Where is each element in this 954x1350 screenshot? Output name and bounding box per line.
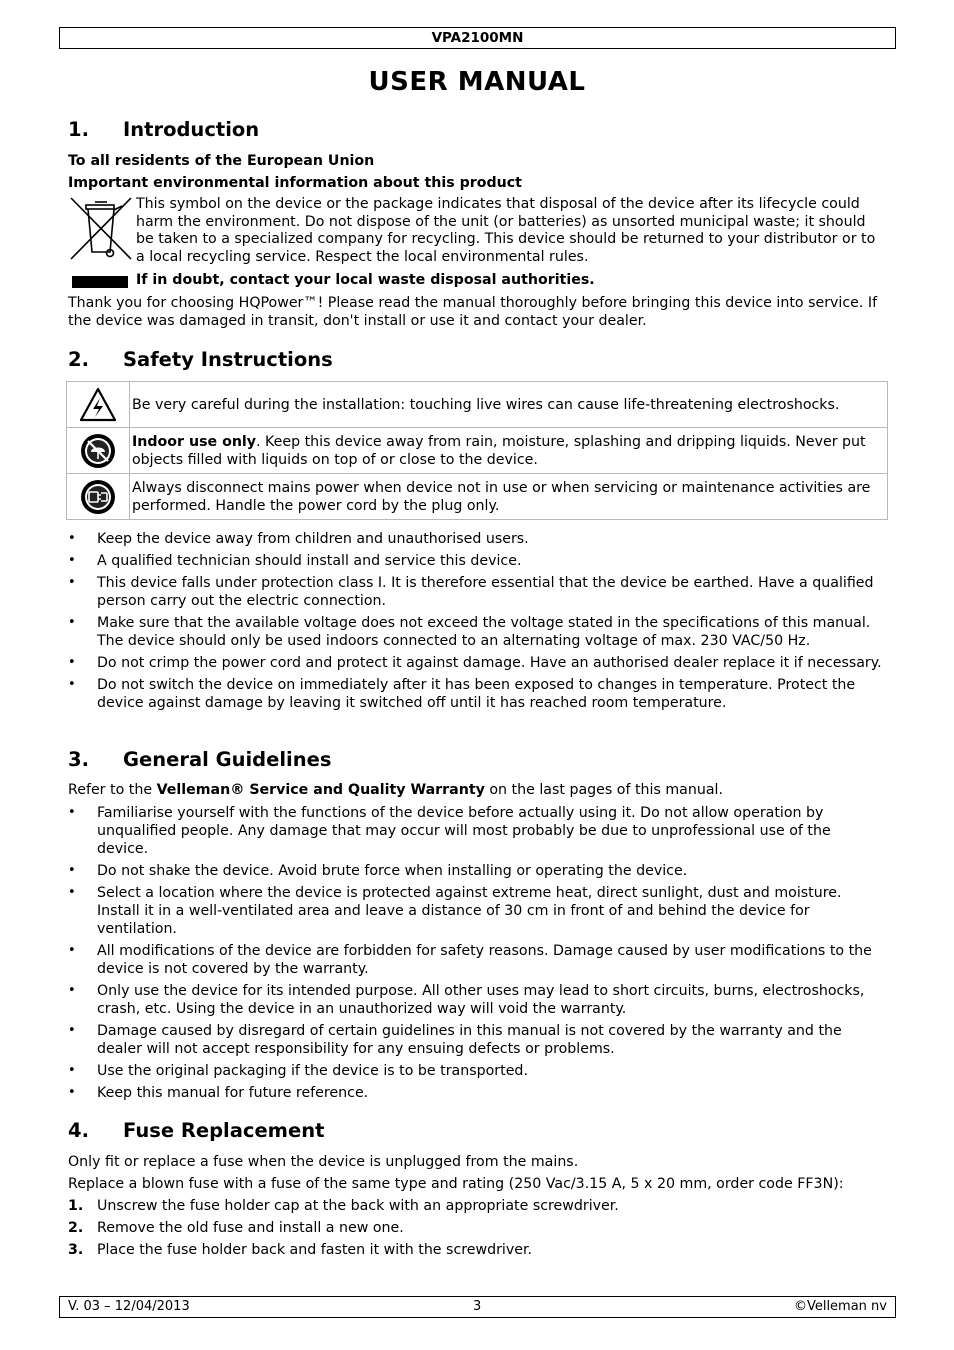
environmental-info-heading: Important environmental information about this product bbox=[68, 175, 522, 191]
guidelines-bullet-list bbox=[68, 804, 886, 1106]
waste-authorities-note: If in doubt, contact your local waste disposal authorities. bbox=[136, 272, 595, 288]
safety-icon-cell bbox=[67, 428, 130, 474]
safety-row bbox=[67, 428, 888, 474]
model-number: VPA2100MN bbox=[431, 30, 524, 46]
section-heading-introduction: 1. Introduction bbox=[68, 118, 260, 141]
list-item: • Use the original packaging if the device is to be transported. bbox=[68, 1062, 886, 1080]
list-item: • Only use the device for its intended purpose. All other uses may lead to short circuits, burns, electroshocks, crash, etc. Using the device in an unauthorized way will void the warranty. bbox=[68, 982, 886, 1018]
safety-icon-cell bbox=[67, 382, 130, 428]
list-item: • Select a location where the device is protected against extreme heat, direct sunlight, dust and moisture. Install it in a well-ventilated area and leave a distance of 30 cm in front of and behind the device for ventilation. bbox=[68, 884, 886, 938]
eu-residents-heading: To all residents of the European Union bbox=[68, 153, 375, 169]
page-number: 3 bbox=[473, 1299, 482, 1314]
page-header bbox=[59, 27, 896, 49]
list-item: • Familiarise yourself with the functions of the device before actually using it. Do not allow operation by unqualified people. Any damage that may occur will most probably be due to unprofessional use of the device. bbox=[68, 804, 886, 858]
safety-text-cell: Always disconnect mains power when device not in use or when servicing or maintenance activities are performed. Handle the power cord by the plug only. bbox=[130, 474, 888, 520]
fuse-spec-note: Replace a blown fuse with a fuse of the same type and rating (250 Vac/3.15 A, 5 x 20 mm, order code FF3N): bbox=[68, 1176, 844, 1192]
list-item: • Keep this manual for future reference. bbox=[68, 1084, 886, 1102]
list-item: 1. Unscrew the fuse holder cap at the back with an appropriate screwdriver. bbox=[68, 1198, 619, 1214]
list-item: • Make sure that the available voltage does not exceed the voltage stated in the specifications of this manual. The device should only be used indoors connected to an alternating voltage of max. 230 VAC/50 Hz. bbox=[68, 614, 886, 650]
section-heading-general-guidelines: 3. General Guidelines bbox=[68, 748, 332, 771]
list-item: • A qualified technician should install and service this device. bbox=[68, 552, 886, 570]
safety-row bbox=[67, 474, 888, 520]
section-heading-safety-instructions: 2. Safety Instructions bbox=[68, 348, 333, 371]
disconnect-mains-icon bbox=[79, 478, 117, 516]
list-item: • All modifications of the device are forbidden for safety reasons. Damage caused by user modifications to the device is not covered by the warranty. bbox=[68, 942, 886, 978]
copyright: ©Velleman nv bbox=[793, 1299, 887, 1314]
list-item: • Keep the device away from children and unauthorised users. bbox=[68, 530, 886, 548]
safety-table bbox=[66, 381, 888, 520]
section-heading-fuse-replacement: 4. Fuse Replacement bbox=[68, 1119, 325, 1142]
crossed-out-wheelie-bin-icon bbox=[68, 196, 134, 262]
list-item: • Do not switch the device on immediately after it has been exposed to changes in temperature. Protect the device against damage by leaving it switched off until it has reached room temperature. bbox=[68, 676, 886, 712]
list-item: • Damage caused by disregard of certain guidelines in this manual is not covered by the warranty and the dealer will not accept responsibility for any ensuing defects or problems. bbox=[68, 1022, 886, 1058]
safety-row bbox=[67, 382, 888, 428]
safety-bullet-list bbox=[68, 530, 886, 716]
list-item: • Do not shake the device. Avoid brute force when installing or operating the device. bbox=[68, 862, 886, 880]
page-footer bbox=[59, 1296, 896, 1318]
list-item: 2. Remove the old fuse and install a new one. bbox=[68, 1220, 404, 1236]
safety-text-cell: Indoor use only. Keep this device away from rain, moisture, splashing and dripping liquids. Never put objects filled with liquids on top of or close to the device. bbox=[130, 428, 888, 474]
safety-icon-cell bbox=[67, 474, 130, 520]
fuse-unplug-note: Only fit or replace a fuse when the device is unplugged from the mains. bbox=[68, 1154, 579, 1170]
safety-text-cell: Be very careful during the installation: touching live wires can cause life-threatening electroshocks. bbox=[130, 382, 888, 428]
list-item: • Do not crimp the power cord and protect it against damage. Have an authorised dealer replace it if necessary. bbox=[68, 654, 886, 672]
warranty-reference: Refer to the Velleman® Service and Quality Warranty on the last pages of this manual. bbox=[68, 782, 724, 798]
indoor-use-only-icon bbox=[79, 432, 117, 470]
recycling-symbol-text: This symbol on the device or the package indicates that disposal of the device after its lifecycle could harm the environment. Do not dispose of the unit (or batteries) as unsorted municipal waste; it should be taken to a specialized company for recycling. This device should be returned to your distributor or to a local recycling service. Respect the local environmental rules. bbox=[136, 196, 876, 265]
electric-shock-warning-icon bbox=[78, 386, 118, 424]
page-title: USER MANUAL bbox=[368, 67, 586, 97]
thank-you-paragraph: Thank you for choosing HQPower™! Please read the manual thoroughly before bringing this device into service. If the device was damaged in transit, don't install or use it and contact your dealer. bbox=[68, 295, 878, 329]
fuse-steps-list bbox=[68, 1197, 886, 1263]
list-item: 3. Place the fuse holder back and fasten it with the screwdriver. bbox=[68, 1242, 533, 1258]
list-item: • This device falls under protection class I. It is therefore essential that the device be earthed. Have a qualified person carry out the electric connection. bbox=[68, 574, 886, 610]
weee-black-bar bbox=[72, 276, 128, 288]
version-date: V. 03 – 12/04/2013 bbox=[68, 1299, 190, 1314]
